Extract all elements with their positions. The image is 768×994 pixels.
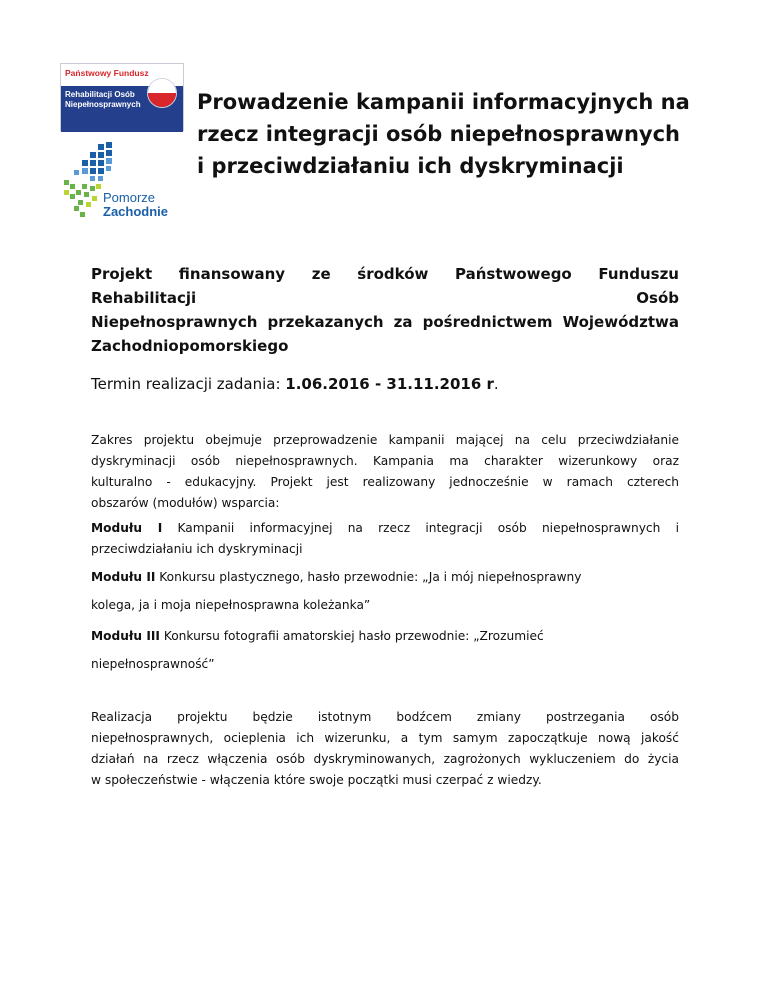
pfron-logo-line1: Państwowy Fundusz <box>65 68 149 78</box>
title-line: i przeciwdziałaniu ich dyskryminacji <box>197 154 624 178</box>
pomorze-zachodnie-logo <box>60 140 184 225</box>
conclusion-line: Realizacja projektu będzie istotnym bodźcem zmiany postrzegania osób <box>91 710 679 724</box>
module-text: Kampanii informacyjnej na rzecz integracji osób niepełnosprawnych i <box>162 521 679 535</box>
term-end: . <box>493 375 499 393</box>
pfron-logo <box>60 63 184 131</box>
term-label: Termin realizacji zadania: <box>91 375 286 393</box>
financing-statement <box>91 262 679 358</box>
financing-line: Niepełnosprawnych przekazanych za pośrednictwem Województwa <box>91 313 679 331</box>
conclusion-line: działań na rzecz włączenia osób dyskryminowanych, zagrożonych wykluczeniem do życia <box>91 752 679 766</box>
module-label: Modułu I <box>91 521 163 535</box>
project-term <box>91 375 499 393</box>
module-3 <box>91 626 679 675</box>
scope-paragraph <box>91 430 679 514</box>
module-2 <box>91 567 679 616</box>
document-title <box>197 86 717 182</box>
scope-line: obszarów (modułów) wsparcia: <box>91 496 280 510</box>
title-line: Prowadzenie kampanii informacyjnych na <box>197 90 690 114</box>
module-text: niepełnosprawność” <box>91 657 215 671</box>
term-dates: 1.06.2016 - 31.11.2016 r <box>285 375 494 393</box>
pfron-logo-line2: Rehabilitacji Osób <box>65 90 135 99</box>
financing-line: Projekt finansowany ze środków Państwowego Funduszu Rehabilitacji Osób <box>91 265 679 307</box>
pfron-flag-circle-icon <box>147 78 177 108</box>
module-label: Modułu II <box>91 570 156 584</box>
conclusion-paragraph <box>91 707 679 791</box>
financing-line: Zachodniopomorskiego <box>91 337 289 355</box>
module-text: Konkursu plastycznego, hasło przewodnie: „Ja i mój niepełnosprawny <box>155 570 582 584</box>
module-text: kolega, ja i moja niepełnosprawna koleżanka” <box>91 598 371 612</box>
module-label: Modułu III <box>91 629 160 643</box>
scope-line: Zakres projektu obejmuje przeprowadzenie kampanii mającej na celu przeciwdziałanie <box>91 433 679 447</box>
pomorze-logo-line2: Zachodnie <box>103 204 169 219</box>
module-text: przeciwdziałaniu ich dyskryminacji <box>91 542 303 556</box>
module-1 <box>91 518 679 560</box>
module-text: Konkursu fotografii amatorskiej hasło przewodnie: „Zrozumieć <box>159 629 544 643</box>
title-line: rzecz integracji osób niepełnosprawnych <box>197 122 680 146</box>
pomorze-logo-line1: Pomorze <box>103 190 156 205</box>
conclusion-line: w społeczeństwie - włączenia które swoje początki musi czerpać z wiedzy. <box>91 773 542 787</box>
pfron-logo-line3: Niepełnosprawnych <box>65 100 141 109</box>
conclusion-line: niepełnosprawnych, ocieplenia ich wizerunku, a tym samym zapoczątkuje nową jakość <box>91 731 679 745</box>
scope-line: kulturalno - edukacyjny. Projekt jest realizowany jednocześnie w ramach czterech <box>91 475 679 489</box>
scope-line: dyskryminacji osób niepełnosprawnych. Kampania ma charakter wizerunkowy oraz <box>91 454 679 468</box>
